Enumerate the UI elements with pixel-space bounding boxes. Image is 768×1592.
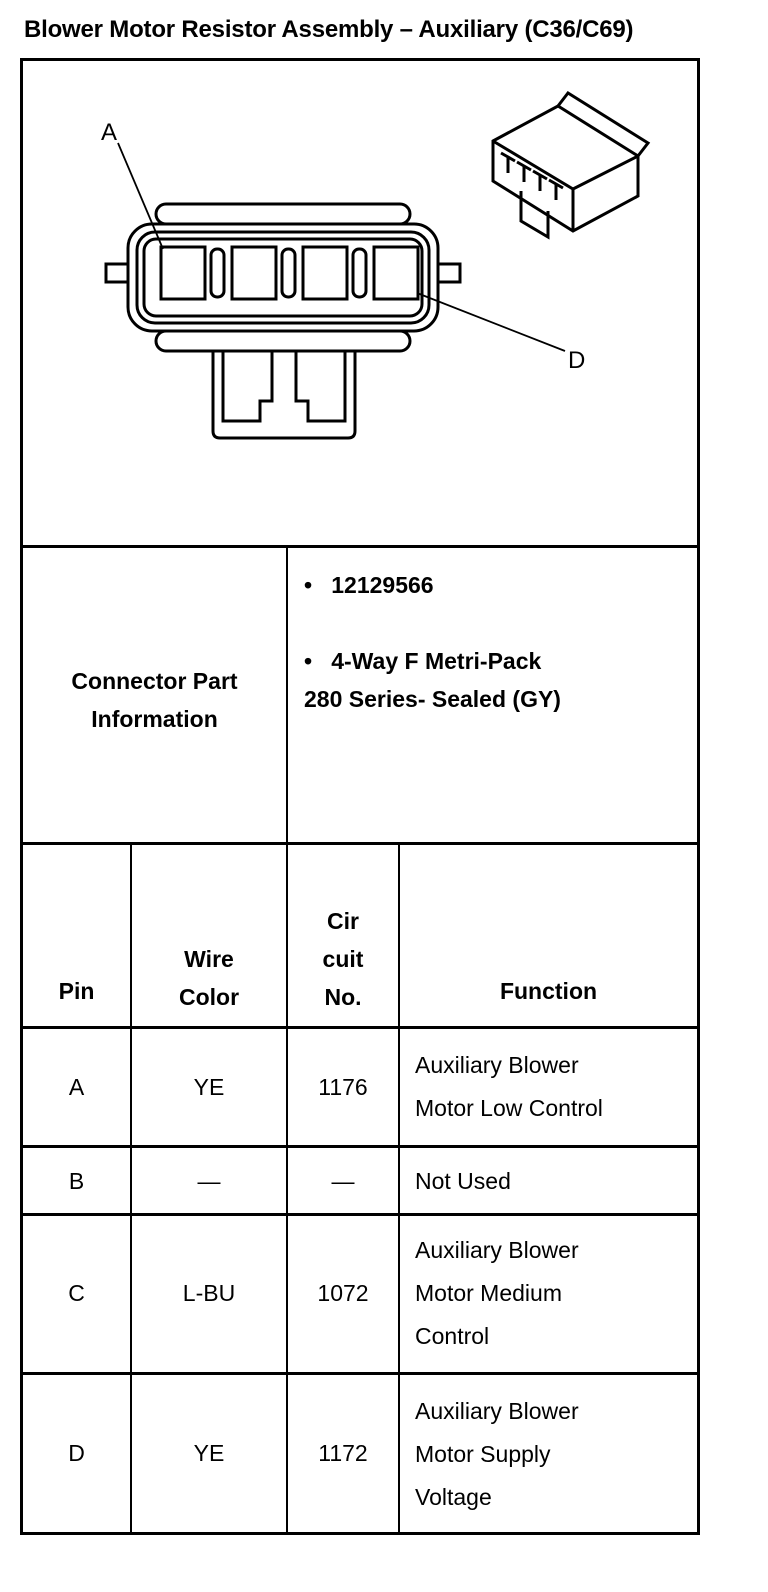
divider bbox=[398, 842, 400, 1533]
pin-cell: C bbox=[68, 1280, 85, 1306]
callout-d-label: D bbox=[568, 347, 586, 374]
divider bbox=[286, 545, 288, 1533]
pin-cell: D bbox=[68, 1440, 85, 1466]
connector-diagram bbox=[23, 61, 697, 545]
wire-color-cell: L-BU bbox=[182, 1280, 236, 1306]
header-wire-color bbox=[132, 940, 286, 1016]
function-line: Motor Supply bbox=[415, 1441, 551, 1467]
connector-description: • 4-Way F Metri-Pack bbox=[304, 648, 542, 674]
header-circuit-line: No. bbox=[324, 984, 362, 1010]
pin-cell: B bbox=[68, 1168, 85, 1194]
function-line: Motor Low Control bbox=[415, 1095, 603, 1121]
header-circuit-no bbox=[288, 902, 398, 1016]
header-function: Function bbox=[499, 978, 598, 1004]
function-cell bbox=[415, 1229, 695, 1358]
circuit-cell: 1176 bbox=[318, 1074, 368, 1100]
divider bbox=[20, 1532, 700, 1535]
connector-part-label bbox=[23, 662, 286, 738]
divider bbox=[20, 1026, 700, 1029]
circuit-cell: 1072 bbox=[317, 1280, 369, 1306]
header-wire-color-line: Color bbox=[178, 984, 240, 1010]
connector-part-label-line: Information bbox=[91, 706, 218, 732]
connector-description-line: 280 Series- Sealed (GY) bbox=[304, 686, 561, 712]
divider bbox=[20, 1145, 700, 1148]
divider bbox=[20, 1372, 700, 1375]
header-wire-color-line: Wire bbox=[184, 946, 234, 972]
function-line: Control bbox=[415, 1323, 490, 1349]
connector-part-label-line: Connector Part bbox=[71, 668, 238, 694]
pin-cell: A bbox=[68, 1074, 85, 1100]
part-number: • 12129566 bbox=[304, 572, 434, 598]
function-line: Auxiliary Blower bbox=[415, 1237, 579, 1263]
function-line: Motor Medium bbox=[415, 1280, 562, 1306]
function-line: Voltage bbox=[415, 1484, 492, 1510]
circuit-cell: 1172 bbox=[318, 1440, 368, 1466]
function-cell: Not Used bbox=[415, 1168, 511, 1194]
function-cell bbox=[415, 1390, 695, 1519]
page-title: Blower Motor Resistor Assembly – Auxiliary (C36/C69) bbox=[24, 16, 634, 43]
divider bbox=[20, 842, 700, 845]
header-pin: Pin bbox=[58, 978, 95, 1004]
part-number-value: 12129566 bbox=[331, 572, 434, 598]
header-circuit-line: Cir bbox=[327, 908, 359, 934]
connector-part-details bbox=[304, 566, 694, 718]
connector-description-line: 4-Way F Metri-Pack bbox=[331, 648, 542, 674]
function-cell bbox=[415, 1044, 695, 1130]
divider bbox=[20, 545, 700, 548]
header-circuit-line: cuit bbox=[322, 946, 364, 972]
wire-color-cell: YE bbox=[193, 1074, 225, 1100]
circuit-cell: — bbox=[331, 1168, 355, 1194]
function-line: Auxiliary Blower bbox=[415, 1052, 579, 1078]
divider bbox=[20, 1213, 700, 1216]
wire-color-cell: — bbox=[197, 1168, 221, 1194]
function-line: Auxiliary Blower bbox=[415, 1398, 579, 1424]
wire-color-cell: YE bbox=[193, 1440, 225, 1466]
callout-a-label: A bbox=[101, 119, 118, 146]
